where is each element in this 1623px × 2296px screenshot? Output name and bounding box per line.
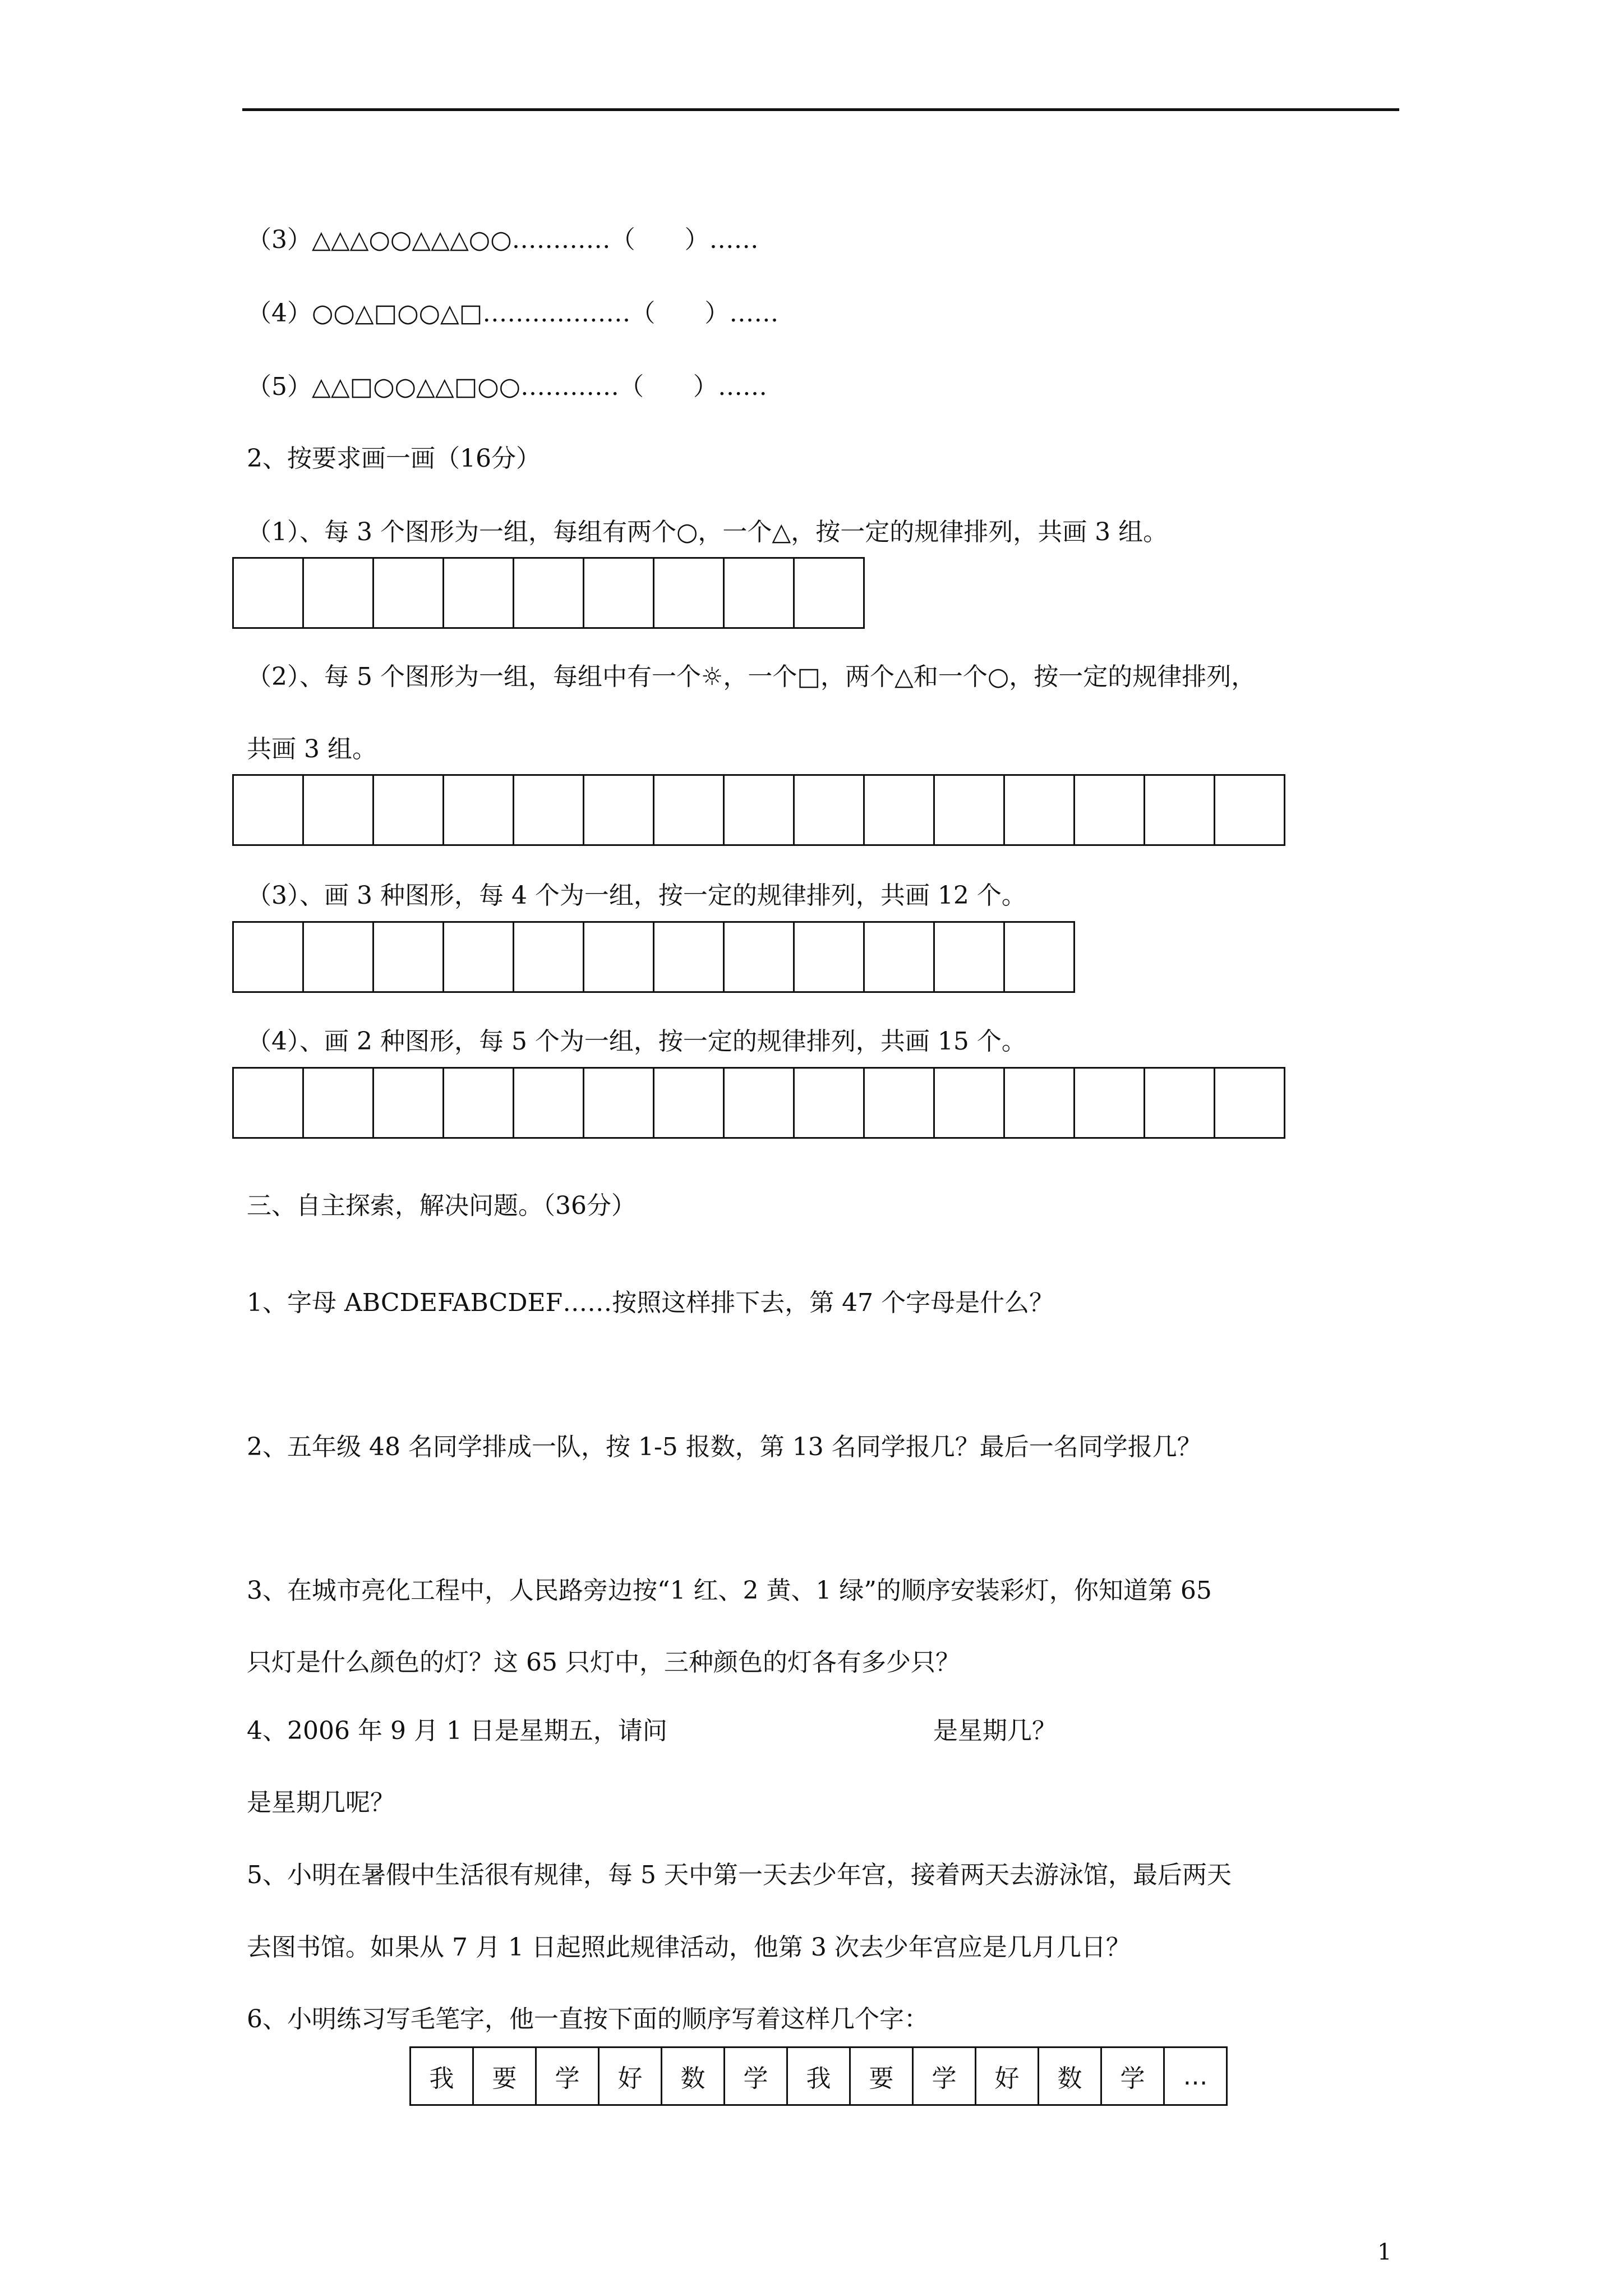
answer-cell — [793, 921, 865, 993]
answer-cell — [653, 1067, 725, 1139]
answer-cell — [723, 774, 795, 846]
answer-cell — [863, 1067, 935, 1139]
answer-cell — [723, 1067, 795, 1139]
answer-cell — [653, 921, 725, 993]
draw-question-1: （1）、每 3 个图形为一组，每组有两个○，一个△，按一定的规律排列，共画 3 组。 — [247, 518, 1168, 546]
problem-4-part1: 4、2006 年 9 月 1 日是星期五，请问 — [247, 1717, 667, 1745]
answer-cell — [442, 774, 514, 846]
problem-3-line1: 3、在城市亮化工程中，人民路旁边按“1 红、2 黄、1 绿”的顺序安装彩灯，你知道第 65 — [247, 1576, 1212, 1605]
character-cell: 要 — [849, 2046, 914, 2106]
answer-cell — [933, 1067, 1005, 1139]
answer-cell — [302, 774, 374, 846]
character-cell: 学 — [723, 2046, 788, 2106]
answer-cell — [232, 1067, 304, 1139]
character-cell: 学 — [1100, 2046, 1165, 2106]
draw-grid-2 — [232, 774, 1285, 846]
problem-6: 6、小明练习写毛笔字，他一直按下面的顺序写着这样几个字： — [247, 2005, 929, 2033]
problem-5-line2: 去图书馆。如果从 7 月 1 日起照此规律活动，他第 3 次去少年宫应是几月几日？ — [247, 1933, 1131, 1962]
answer-cell — [863, 774, 935, 846]
answer-cell — [232, 921, 304, 993]
problem-2: 2、五年级 48 名同学排成一队，按 1-5 报数，第 13 名同学报几？最后一名同学报几？ — [247, 1433, 1202, 1461]
answer-cell — [863, 921, 935, 993]
answer-cell — [583, 921, 654, 993]
character-cell: 我 — [409, 2046, 474, 2106]
answer-cell — [372, 921, 444, 993]
character-cell: 数 — [1038, 2046, 1102, 2106]
answer-cell — [793, 1067, 865, 1139]
character-cell: 好 — [975, 2046, 1039, 2106]
problem-1: 1、字母 ABCDEFABCDEF……按照这样排下去，第 47 个字母是什么？ — [247, 1289, 1054, 1317]
answer-cell — [1214, 1067, 1285, 1139]
answer-cell — [513, 774, 584, 846]
draw-question-4: （4）、画 2 种图形，每 5 个为一组，按一定的规律排列，共画 15 个。 — [247, 1027, 1026, 1056]
page-number: 1 — [1377, 2239, 1392, 2265]
answer-cell — [1003, 921, 1075, 993]
answer-cell — [653, 557, 725, 629]
character-cell: … — [1163, 2046, 1228, 2106]
character-cell: 学 — [535, 2046, 600, 2106]
answer-cell — [302, 921, 374, 993]
section3-heading: 三、自主探索，解决问题。（36分） — [247, 1191, 636, 1220]
answer-cell — [372, 1067, 444, 1139]
answer-cell — [793, 774, 865, 846]
answer-cell — [372, 557, 444, 629]
draw-grid-1 — [232, 557, 865, 629]
draw-question-3: （3）、画 3 种图形，每 4 个为一组，按一定的规律排列，共画 12 个。 — [247, 881, 1026, 910]
answer-cell — [723, 921, 795, 993]
answer-cell — [933, 774, 1005, 846]
answer-cell — [723, 557, 795, 629]
answer-cell — [1144, 774, 1215, 846]
character-sequence-table — [409, 2046, 1228, 2106]
draw-question-2-line1: （2）、每 5 个图形为一组，每组中有一个☼，一个□，两个△和一个○，按一定的规律排列， — [247, 662, 1256, 691]
section2-heading: 2、按要求画一画（16分） — [247, 444, 541, 473]
answer-cell — [1073, 774, 1145, 846]
answer-cell — [1214, 774, 1285, 846]
answer-cell — [583, 557, 654, 629]
answer-cell — [1003, 1067, 1075, 1139]
header-rule — [242, 108, 1399, 111]
pattern-item-4: （4）○○△□○○△□………………（ ）…… — [247, 299, 779, 328]
answer-cell — [513, 1067, 584, 1139]
pattern-item-5: （5）△△□○○△△□○○…………（ ）…… — [247, 372, 768, 401]
character-cell: 要 — [472, 2046, 537, 2106]
problem-3-line2: 只灯是什么颜色的灯？这 65 只灯中，三种颜色的灯各有多少只？ — [247, 1648, 960, 1677]
answer-cell — [302, 557, 374, 629]
problem-5-line1: 5、小明在暑假中生活很有规律，每 5 天中第一天去少年宫，接着两天去游泳馆，最后两天 — [247, 1861, 1232, 1889]
answer-cell — [583, 1067, 654, 1139]
answer-cell — [933, 921, 1005, 993]
draw-grid-3 — [232, 921, 1075, 993]
answer-cell — [793, 557, 865, 629]
answer-cell — [513, 921, 584, 993]
answer-cell — [372, 774, 444, 846]
answer-cell — [1003, 774, 1075, 846]
answer-cell — [1144, 1067, 1215, 1139]
answer-cell — [442, 557, 514, 629]
answer-cell — [232, 557, 304, 629]
draw-question-2-line2: 共画 3 组。 — [247, 735, 377, 763]
answer-cell — [1073, 1067, 1145, 1139]
problem-4-part2: 是星期几？ — [933, 1717, 1057, 1745]
draw-grid-4 — [232, 1067, 1285, 1139]
pattern-item-3: （3）△△△○○△△△○○…………（ ）…… — [247, 226, 759, 254]
answer-cell — [232, 774, 304, 846]
answer-cell — [302, 1067, 374, 1139]
character-cell: 学 — [912, 2046, 976, 2106]
character-cell: 我 — [786, 2046, 851, 2106]
answer-cell — [583, 774, 654, 846]
answer-cell — [513, 557, 584, 629]
answer-cell — [653, 774, 725, 846]
problem-4-line2: 是星期几呢？ — [247, 1788, 395, 1817]
answer-cell — [442, 921, 514, 993]
character-cell: 好 — [598, 2046, 662, 2106]
character-cell: 数 — [661, 2046, 725, 2106]
answer-cell — [442, 1067, 514, 1139]
